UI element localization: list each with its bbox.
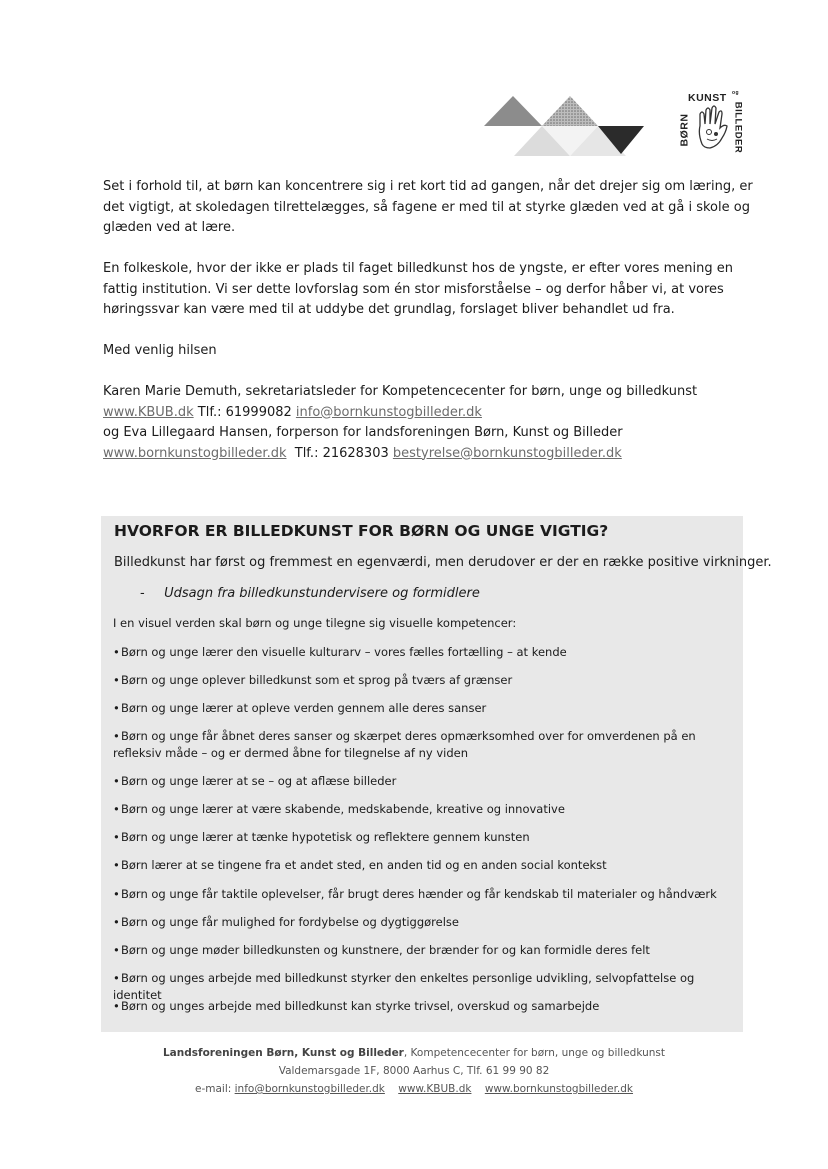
bullet-item: [113, 914, 723, 931]
footer: [140, 1044, 688, 1098]
bullet-dot: •: [113, 802, 120, 816]
triangle-stipple: [542, 96, 598, 126]
logo-word-og: og: [732, 90, 740, 96]
bullet-item: [113, 644, 723, 661]
footer-address: Valdemarsgade 1F, 8000 Aarhus C, Tlf. 61 99 90 82: [278, 1065, 550, 1077]
bullet-text: Børn og unge lærer den visuelle kulturarv – vores fælles fortælling – at kende: [121, 645, 567, 659]
bullet-dot: •: [113, 887, 120, 901]
bullet-item: [113, 829, 723, 846]
paragraph-2: [103, 259, 753, 321]
footer-email-label: e-mail:: [194, 1083, 232, 1095]
bullet-dot: •: [113, 701, 120, 715]
quote-text: Udsagn fra billedkunstundervisere og formidlere: [164, 586, 480, 601]
footer-org-rest: , Kompetencecenter for børn, unge og billedkunst: [403, 1047, 665, 1059]
bullet-text: Børn og unge får mulighed for fordybelse og dygtiggørelse: [121, 915, 459, 929]
bullet-dot: •: [113, 645, 120, 659]
bullet-text: Børn og unge får taktile oplevelser, får brugt deres hænder og får kendskab til materialer og håndværk: [121, 887, 717, 901]
bullet-text: Børn og unge møder billedkunsten og kunstnere, der brænder for og kan formidle deres felt: [121, 943, 650, 957]
bullet-dot: •: [113, 673, 120, 687]
footer-org-line: [140, 1044, 688, 1062]
info-box-lead: I en visuel verden skal børn og unge tilegne sig visuelle kompetencer:: [113, 616, 517, 630]
bullet-text: Børn og unge oplever billedkunst som et sprog på tværs af grænser: [121, 673, 513, 687]
info-box-quote: [140, 586, 480, 601]
bullet-text: Børn og unge lærer at opleve verden gennem alle deres sanser: [121, 701, 487, 715]
footer-org: Landsforeningen Børn, Kunst og Billeder: [162, 1047, 404, 1059]
signatory-1-email-link[interactable]: info@bornkunstogbilleder.dk: [295, 404, 482, 420]
footer-links: [140, 1080, 688, 1098]
paragraph-2-text: En folkeskole, hvor der ikke er plads til faget billedkunst hos de yngste, er efter vores mening en fattig institution. Vi ser dette lovforslag som én stor misforståelse – og derfor håber vi, at vores høringssvar kan være med til at uddybe det grundlag, forslaget bliver behandlet ud fra.: [103, 261, 733, 317]
closing-text: Med venlig hilsen: [103, 343, 217, 358]
bullet-text: Børn lærer at se tingene fra et andet sted, en anden tid og en anden social kontekst: [121, 858, 607, 872]
bullet-dot: •: [113, 999, 120, 1013]
footer-web1-link[interactable]: www.KBUB.dk: [398, 1083, 472, 1095]
info-box-title: HVORFOR ER BILLEDKUNST FOR BØRN OG UNGE VIGTIG?: [114, 522, 609, 540]
signatory-1-contact: [103, 403, 753, 424]
triangle-gray-dark: [484, 96, 542, 126]
bullet-text: Børn og unge får åbnet deres sanser og skærpet deres opmærksomhed over for omverdenen på en refleksiv måde – og er dermed åbne for tilegnelse af ny viden: [113, 729, 696, 760]
footer-web2-link[interactable]: www.bornkunstogbilleder.dk: [484, 1083, 634, 1095]
signatory-2-contact: [103, 444, 753, 465]
quote-dash: -: [140, 586, 145, 601]
signatory-2-email-link[interactable]: bestyrelse@bornkunstogbilleder.dk: [392, 445, 622, 461]
bullet-item: [113, 886, 723, 903]
signatory-1-phone: Tlf.: 61999082: [197, 404, 292, 420]
bullet-dot: •: [113, 915, 120, 929]
signatory-2-phone: Tlf.: 21628303: [294, 445, 389, 461]
hand-drawing-icon: [694, 104, 734, 152]
bullet-item: [113, 942, 723, 959]
signatory-2-web-link[interactable]: www.bornkunstogbilleder.dk: [103, 445, 287, 461]
logo-word-kunst: KUNST: [688, 92, 727, 104]
bullet-dot: •: [113, 729, 120, 743]
signatory-1: Karen Marie Demuth, sekretariatsleder for Kompetencecenter for børn, unge og billedkunst: [103, 384, 698, 399]
signatory-1-web-link[interactable]: www.KBUB.dk: [103, 404, 194, 420]
info-box-intro: Billedkunst har først og fremmest en egenværdi, men derudover er der en række positive virkninger.: [114, 555, 772, 570]
bullet-item: [113, 998, 723, 1015]
bullet-item: [113, 700, 723, 717]
bullet-dot: •: [113, 858, 120, 872]
bullet-text: Børn og unge lærer at se – og at aflæse billeder: [121, 774, 397, 788]
signatory-2: og Eva Lillegaard Hansen, forperson for landsforeningen Børn, Kunst og Billeder: [103, 425, 623, 440]
header-triangle-graphic: [484, 92, 644, 158]
bullet-text: Børn og unge lærer at tænke hypotetisk og reflektere gennem kunsten: [121, 830, 530, 844]
logo-word-born: BØRN: [678, 113, 691, 147]
bullet-item: [113, 801, 723, 818]
bullet-text: Børn og unges arbejde med billedkunst kan styrke trivsel, overskud og samarbejde: [121, 999, 600, 1013]
bullet-item: [113, 728, 723, 762]
bullet-text: Børn og unges arbejde med billedkunst styrker den enkeltes personlige udvikling, selvopfattelse og identitet: [113, 971, 695, 1002]
bullet-dot: •: [113, 943, 120, 957]
logo-born-kunst-billeder: [676, 84, 746, 158]
paragraph-1-text: Set i forhold til, at børn kan koncentrere sig i ret kort tid ad gangen, når det drejer sig om læring, er det vigtigt, at skoledagen tilrettelægges, så fagene er med til at styrke glæden ved at gå i skole og glæden ved at lære.: [103, 179, 753, 235]
signatures: [103, 382, 753, 464]
closing: [103, 341, 753, 362]
bullet-dot: •: [113, 830, 120, 844]
bullet-dot: •: [113, 971, 120, 985]
paragraph-1: [103, 177, 753, 239]
bullet-dot: •: [113, 774, 120, 788]
logo-word-billeder: BILLEDER: [732, 101, 744, 154]
footer-email-link[interactable]: info@bornkunstogbilleder.dk: [234, 1083, 385, 1095]
bullet-item: [113, 672, 723, 689]
bullet-item: [113, 773, 723, 790]
bullet-item: [113, 857, 723, 874]
bullet-text: Børn og unge lærer at være skabende, medskabende, kreative og innovative: [121, 802, 565, 816]
